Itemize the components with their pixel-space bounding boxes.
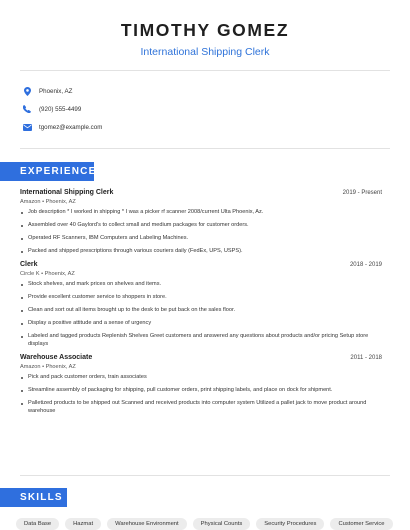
job-bullets — [20, 209, 382, 255]
job-dates: 2018 - 2019 — [349, 262, 382, 269]
job-bullet: Stock shelves, and mark prices on shelves and items. — [20, 281, 382, 288]
candidate-title: International Shipping Clerk — [140, 46, 270, 58]
contact-list — [22, 82, 102, 136]
email-icon — [22, 122, 32, 132]
job-title: International Shipping Clerk — [20, 189, 114, 196]
experience-section-title: EXPERIENCE — [0, 162, 94, 181]
skill-tag: Warehouse Environment — [107, 518, 187, 530]
job-company: Circle K • Phoenix, AZ — [20, 271, 75, 278]
email-text[interactable]: tgomez@example.com — [39, 123, 103, 131]
experience-list — [20, 189, 382, 421]
job-bullet: Display a positive attitude and a sense of urgency — [20, 320, 382, 327]
header-divider — [20, 70, 390, 71]
job-entry — [20, 354, 382, 415]
contact-location — [22, 82, 102, 100]
experience-divider — [20, 475, 390, 476]
contact-divider — [20, 148, 390, 149]
job-bullet: Job description * I worked in shipping * I was a picker rf scanner 2008/current Ulta Phoenix, Az. — [20, 209, 382, 216]
contact-phone — [22, 100, 102, 118]
job-bullets — [20, 374, 382, 415]
location-text: Phoenix, AZ — [39, 87, 73, 95]
job-entry — [20, 261, 382, 348]
phone-icon — [22, 104, 32, 114]
phone-text: (920) 555-4499 — [39, 105, 82, 113]
skill-tag: Security Procedures — [256, 518, 324, 530]
skills-list — [16, 518, 393, 530]
job-bullet: Provide excellent customer service to shoppers in store. — [20, 294, 382, 301]
job-bullet: Assembled over 40 Gaylord's to collect small and medium packages for customer orders. — [20, 222, 382, 229]
job-entry — [20, 189, 382, 255]
job-company: Amazon • Phoenix, AZ — [20, 364, 76, 371]
job-title: Warehouse Associate — [20, 354, 93, 362]
skill-tag: Customer Service — [330, 518, 392, 530]
skill-tag: Data Base — [16, 518, 59, 530]
job-bullets — [20, 281, 382, 348]
job-bullet: Operated RF Scanners, IBM Computers and Labeling Machines. — [20, 235, 382, 242]
job-bullet: Palletized products to be shipped out Scanned and received products into computer system Utilized a pallet jack to move product around warehouse — [20, 400, 382, 415]
job-bullet: Pick and pack customer orders, train associates — [20, 374, 382, 381]
job-bullet: Clean and sort out all items brought up to the desk to be put back on the sales floor. — [20, 307, 382, 314]
job-bullet: Labeled and tagged products Replenish Shelves Greet customers and answered any questions about products and/or pricing Setup store displays — [20, 333, 382, 348]
skill-tag: Physical Counts — [193, 518, 251, 530]
contact-email[interactable] — [22, 118, 102, 136]
candidate-name: TIMOTHY GOMEZ — [120, 20, 290, 40]
resume-header — [0, 0, 410, 59]
job-bullet: Streamline assembly of packaging for shipping, pull customer orders, print shipping labels, and place on dock for shipment. — [20, 387, 382, 394]
job-company: Amazon • Phoenix, AZ — [20, 199, 76, 205]
job-dates: 2011 - 2018 — [350, 355, 382, 362]
location-pin-icon — [22, 86, 32, 96]
job-title: Clerk — [20, 261, 38, 269]
job-dates: 2019 - Present — [342, 190, 382, 196]
job-bullet: Packed and shipped prescriptions through various couriers daily (FedEx, UPS, USPS). — [20, 248, 382, 255]
skill-tag: Hazmat — [65, 518, 101, 530]
skills-section-title: SKILLS — [0, 488, 67, 507]
